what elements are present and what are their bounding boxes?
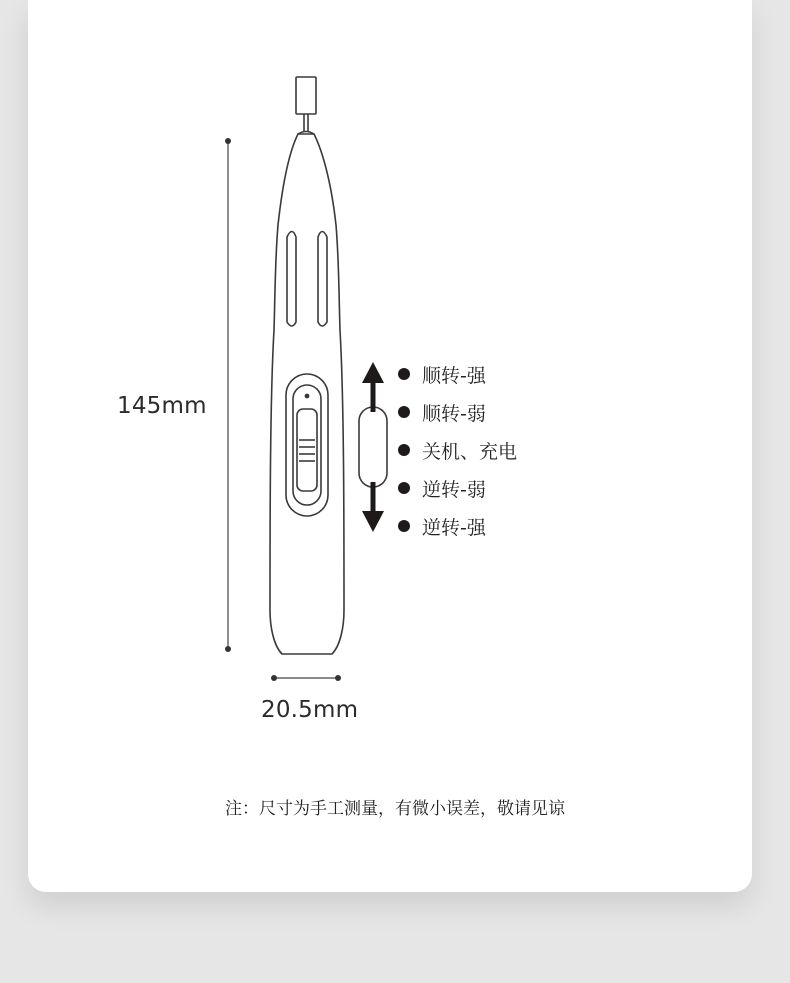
mode-item — [398, 431, 517, 469]
mode-label: 关机、充电 — [422, 440, 518, 463]
bit-head — [296, 77, 316, 114]
bullet-icon — [398, 406, 410, 418]
mode-item — [398, 355, 517, 393]
bullet-icon — [398, 520, 410, 532]
width-label: 20.5mm — [261, 697, 359, 723]
width-dimension-line — [271, 675, 341, 681]
mode-item — [398, 507, 517, 545]
mode-label: 顺转-强 — [422, 364, 486, 387]
mode-label: 逆转-强 — [422, 516, 486, 539]
grip-slot-right — [318, 232, 327, 327]
switch-direction-arrows — [359, 362, 387, 532]
bullet-icon — [398, 444, 410, 456]
mode-item — [398, 469, 517, 507]
mode-label: 逆转-弱 — [422, 478, 486, 501]
length-label: 145mm — [117, 393, 207, 419]
bullet-icon — [398, 368, 410, 380]
mode-item — [398, 393, 517, 431]
slider-position-icon — [359, 407, 387, 487]
arrow-up-icon — [362, 362, 384, 383]
indicator-light — [305, 394, 310, 399]
mode-label: 顺转-弱 — [422, 402, 486, 425]
length-dimension-line — [225, 138, 231, 652]
rotary-tool-outline — [270, 77, 344, 654]
measurement-note: 注：尺寸为手工测量，有微小误差，敬请见谅 — [225, 799, 565, 819]
arrow-down-icon — [362, 511, 384, 532]
bullet-icon — [398, 482, 410, 494]
switch-slider — [297, 409, 317, 491]
switch-mode-list — [398, 355, 517, 545]
grip-slot-left — [287, 232, 296, 327]
